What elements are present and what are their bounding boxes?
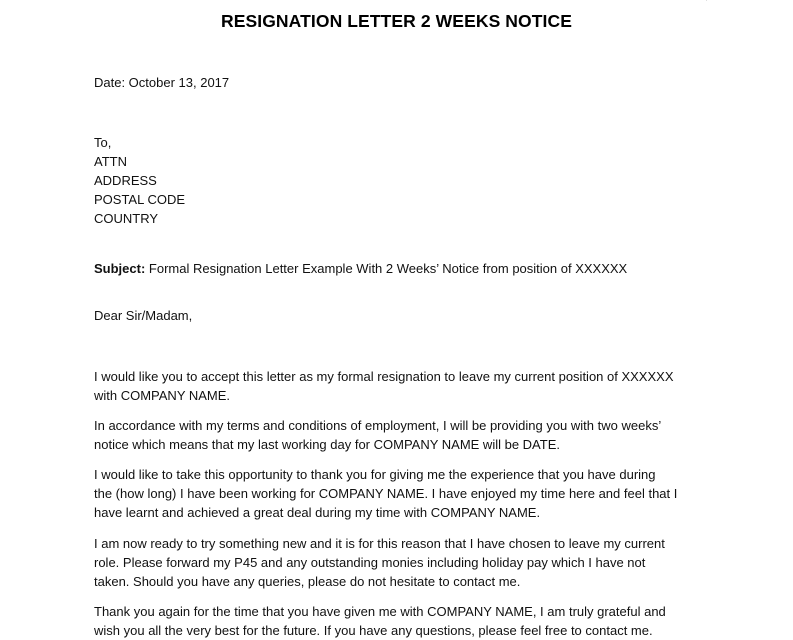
date-line (94, 73, 694, 92)
paragraph-line: taken. Should you have any queries, please do not hesitate to contact me. (94, 574, 521, 589)
paragraph-line: I would like to take this opportunity to thank you for giving me the experience that you have during (94, 467, 656, 482)
paragraph-2 (94, 416, 694, 454)
paragraph-1 (94, 367, 694, 405)
address-line: COUNTRY (94, 211, 159, 226)
subject-label: Subject: (94, 261, 146, 276)
subject-text: Formal Resignation Letter Example With 2 Weeks’ Notice from position of XXXXXX (145, 261, 628, 276)
address-line: To, (94, 135, 112, 150)
recipient-address-block (94, 133, 694, 228)
address-line: POSTAL CODE (94, 192, 186, 207)
paragraph-line: the (how long) I have been working for COMPANY NAME. I have enjoyed my time here and feel that I (94, 486, 678, 501)
address-line: ADDRESS (94, 173, 157, 188)
salutation (94, 306, 694, 325)
address-line: ATTN (94, 154, 127, 169)
paragraph-line: have learnt and achieved a great deal during my time with COMPANY NAME. (94, 505, 541, 520)
paragraph-line: In accordance with my terms and conditions of employment, I will be providing you with two weeks’ (94, 418, 662, 433)
date-text: Date: October 13, 2017 (94, 75, 230, 90)
document-title: RESIGNATION LETTER 2 WEEKS NOTICE (220, 11, 573, 31)
paragraph-line: notice which means that my last working day for COMPANY NAME will be DATE. (94, 437, 560, 452)
salutation-text: Dear Sir/Madam, (94, 308, 193, 323)
template-watermark (692, 0, 722, 1)
paragraph-line: Thank you again for the time that you have given me with COMPANY NAME, I am truly grateful and (94, 604, 666, 619)
paragraph-5 (94, 602, 694, 640)
paragraph-4 (94, 534, 694, 591)
subject-line (94, 259, 694, 278)
paragraph-line: I am now ready to try something new and it is for this reason that I have chosen to leave my current (94, 536, 665, 551)
paragraph-line: wish you all the very best for the future. If you have any questions, please feel free to contact me. (94, 623, 653, 638)
paragraph-line: with COMPANY NAME. (94, 388, 231, 403)
paragraph-line: role. Please forward my P45 and any outstanding monies including holiday pay which I have not (94, 555, 646, 570)
paragraph-line: I would like you to accept this letter as my formal resignation to leave my current position of XXXXXX (94, 369, 674, 384)
paragraph-3 (94, 465, 694, 522)
